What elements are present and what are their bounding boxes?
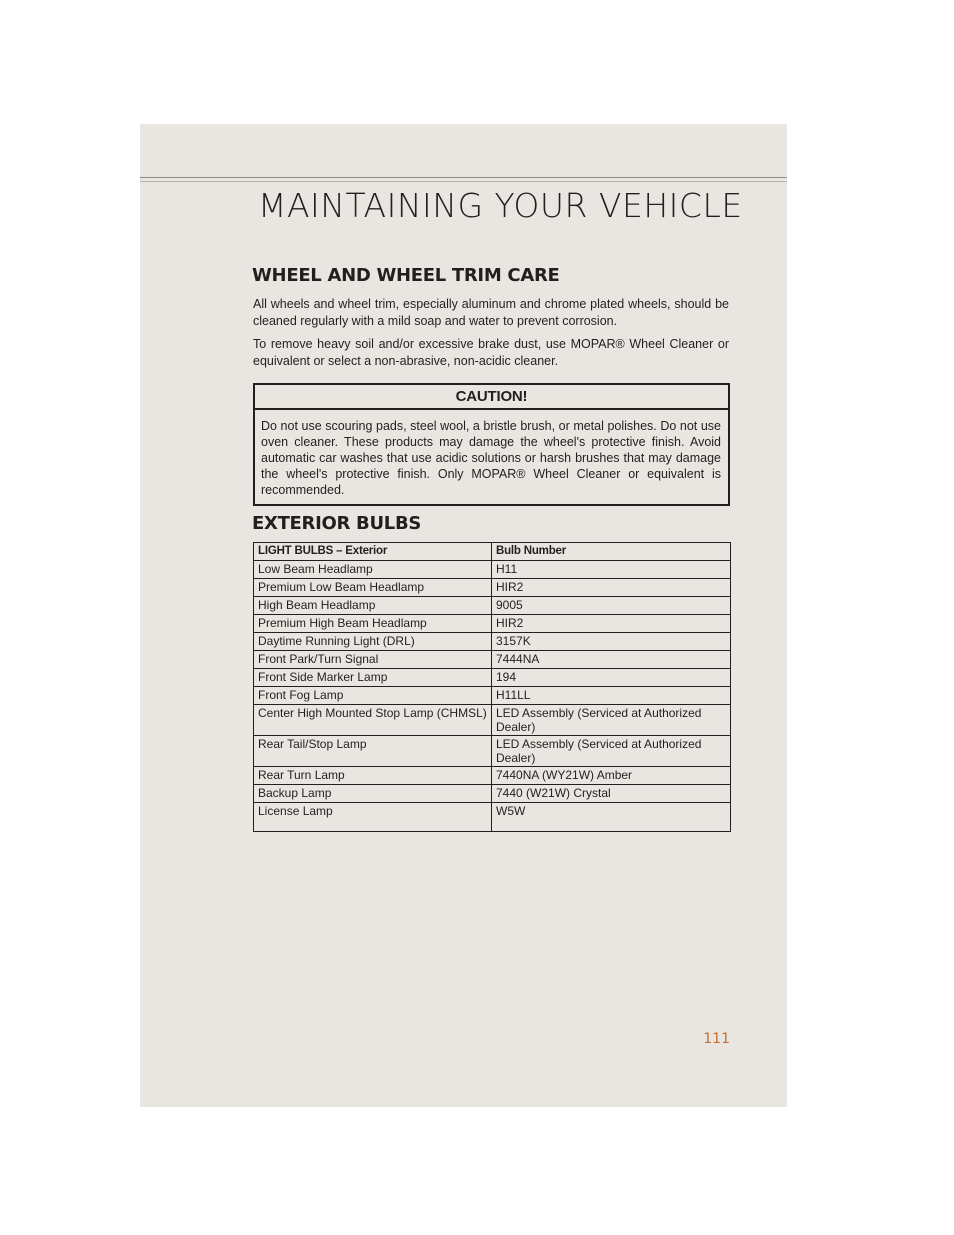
bulb-number: 194 (492, 669, 731, 687)
bulb-location: Rear Tail/Stop Lamp (254, 736, 492, 767)
bulb-location: Front Fog Lamp (254, 687, 492, 705)
table-row (254, 767, 731, 785)
table-row (254, 669, 731, 687)
bulb-number: H11LL (492, 687, 731, 705)
bulb-number: 7444NA (492, 651, 731, 669)
bulb-location: High Beam Headlamp (254, 597, 492, 615)
bulb-number: HIR2 (492, 579, 731, 597)
caution-title: CAUTION! (255, 385, 728, 410)
table-row (254, 633, 731, 651)
table-header-row (254, 543, 731, 561)
table-row (254, 579, 731, 597)
exterior-bulbs-table (253, 542, 731, 832)
bulb-location: License Lamp (254, 803, 492, 832)
bulb-location: Premium Low Beam Headlamp (254, 579, 492, 597)
table-row (254, 561, 731, 579)
bulb-number: 9005 (492, 597, 731, 615)
table-row (254, 736, 731, 767)
bulb-location: Front Side Marker Lamp (254, 669, 492, 687)
table-row (254, 785, 731, 803)
page-number: 111 (703, 1031, 730, 1047)
column-header-bulb-number: Bulb Number (492, 543, 731, 561)
bulb-location: Front Park/Turn Signal (254, 651, 492, 669)
table-row (254, 597, 731, 615)
header-rule (140, 177, 787, 178)
bulb-location: Low Beam Headlamp (254, 561, 492, 579)
manual-page (140, 124, 787, 1107)
bulb-number: 7440NA (WY21W) Amber (492, 767, 731, 785)
section-heading-wheel-care: WHEEL AND WHEEL TRIM CARE (252, 265, 560, 286)
wheel-care-paragraph-2: To remove heavy soil and/or excessive brake dust, use MOPAR® Wheel Cleaner or equivalent or select a non-abrasive, non-acidic cleaner. (253, 337, 729, 368)
table-row (254, 687, 731, 705)
table-row (254, 651, 731, 669)
header-rule-secondary (140, 181, 787, 182)
bulb-number: W5W (492, 803, 731, 832)
table-row (254, 615, 731, 633)
wheel-care-paragraph-1: All wheels and wheel trim, especially aluminum and chrome plated wheels, should be cleaned regularly with a mild soap and water to prevent corrosion. (253, 297, 729, 328)
bulb-location: Premium High Beam Headlamp (254, 615, 492, 633)
chapter-title: MAINTAINING YOUR VEHICLE (258, 186, 743, 225)
bulb-location: Rear Turn Lamp (254, 767, 492, 785)
bulb-location: Daytime Running Light (DRL) (254, 633, 492, 651)
table-row (254, 803, 731, 832)
bulb-number: LED Assembly (Serviced at Authorized Dealer) (492, 736, 731, 767)
bulb-location: Backup Lamp (254, 785, 492, 803)
bulb-number: H11 (492, 561, 731, 579)
column-header-light-bulbs: LIGHT BULBS – Exterior (254, 543, 492, 561)
table-row (254, 705, 731, 736)
bulb-number: LED Assembly (Serviced at Authorized Dealer) (492, 705, 731, 736)
caution-text: Do not use scouring pads, steel wool, a bristle brush, or metal polishes. Do not use oven cleaner. These products may damage the wheel's protective finish. Avoid automatic car washes that use acidic solutions or harsh brushes that may damage the wheel's protective finish. Only MOPAR® Wheel Cleaner or equivalent is recommended. (261, 419, 721, 497)
bulb-number: 3157K (492, 633, 731, 651)
bulb-location: Center High Mounted Stop Lamp (CHMSL) (254, 705, 492, 736)
bulb-number: 7440 (W21W) Crystal (492, 785, 731, 803)
caution-box (253, 383, 730, 506)
section-heading-exterior-bulbs: EXTERIOR BULBS (252, 513, 422, 534)
bulb-number: HIR2 (492, 615, 731, 633)
